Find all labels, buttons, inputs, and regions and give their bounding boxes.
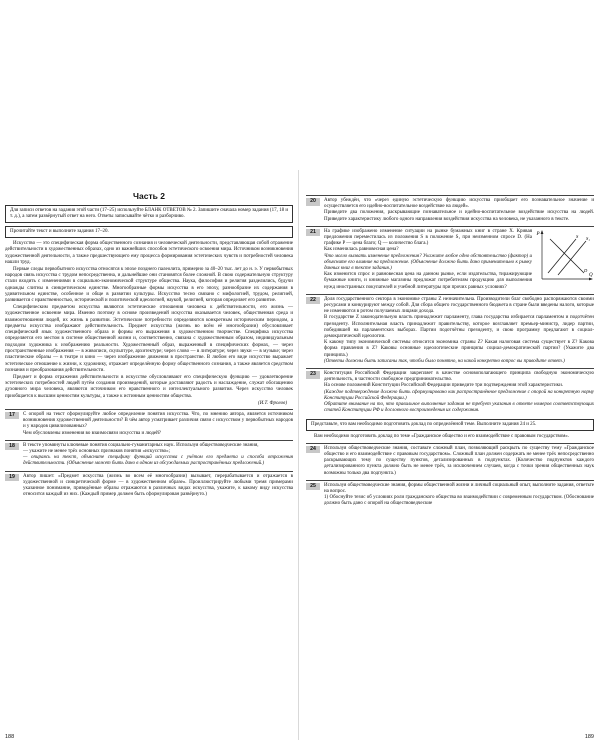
topic-question: Вам необходимо подготовить доклад по теме «Гражданское общество и его взаимодействие с правовым государством». — [314, 433, 570, 439]
instructions-box — [5, 205, 293, 223]
question-number: 24 — [306, 446, 320, 454]
supply-demand-graph — [536, 229, 594, 283]
question-21 — [306, 226, 594, 291]
question-text: Автор убеждён, что «через единую эстетическую функцию искусства приобщает его познавательное значение и осуществляется его идейно-воспитательное воздействие на людей». — [324, 198, 594, 210]
text-paragraph: Специфическим предметом искусства являются эстетические отношения человека к действительности, его жизнь — художественное освоение мира. Именно поэтому в основе произведений искусства оказывается человек, общественная среда и взаимоотношения людей, их жизнь в развитии. Эстетические потребности определяются конкретным историческим периодом, а предметы искусства изображают действительность. Предмет искусства (жизнь во всём её многообразии) обусловливает специфический язык художественного образа и формы его выражения в художественном творчестве. Специфика искусства определяется его местом в системе общественной жизни и, соответственно, связана с художественным образом, индивидуальным подходом художника к изображению реальности. Художественный образ, выраженный в специфических формах, — через пространственные изображения — в живописи, скульптуре, архитектуре; через слово — в литературе; через звуки — в музыке; через пластические образы — в театре и кино — через изображение движения в пространстве. В любом его виде искусство выражает эстетическое отношение к жизни, к художнику, отражает определённую форму общественного сознания, а также является средством познания и преобразования действительности. — [5, 304, 293, 373]
question-number: 25 — [306, 483, 320, 491]
question-number: 17 — [5, 412, 19, 420]
text-paragraph: Искусство — это специфическая форма общественного сознания и человеческой деятельности, представляющая собой отражение действительности в художественных образах, одно из важнейших способов эстетического освоения мира. Источником возникновения художественной деятельности, а также предшествующего ему процесса формирования эстетических чувств и потребностей человека нашли труд. — [5, 241, 293, 265]
supply-curve-shifted — [558, 241, 586, 275]
text-paragraph: Предмет и форма отражения действительности в искусстве обусловливают его специфическую функцию — удовлетворение эстетических потребностей людей путём создания произведений, которые доставляют радость и наслаждение, служат обогащению духовного мира человека, являются источником его нравственного и интеллектуального развития. Через искусство человек приобщается к высшим ценностям культуры, а также к истинным ценностям общества. — [5, 374, 293, 399]
topic-notice-box: Представьте, что вам необходимо подготовить доклад по определённой теме. Выполните задания 24 и 25. — [306, 419, 594, 431]
instructions-text: Для записи ответов на задания этой части (17–25) используйте БЛАНК ОТВЕТОВ № 2. Запишите сначала номер задания (17, 18 и т. д.), а затем развёрнутый ответ на него. Ответы записывайте чётко и разборчиво. — [10, 208, 289, 219]
axis-p-label: P — [536, 231, 540, 237]
question-text: На графике изображено изменение ситуации на рынке бумажных книг в стране Х. Кривая предложения переместилась из положения S в положение S₁ при неизменном спросе D. (На графике P — цена благо; Q — количество блага.) — [324, 228, 532, 247]
question-text: (Ответы должны быть записаны так, чтобы было понятно, на какой конкретно вопрос вы приводите ответ.) — [324, 358, 565, 364]
curve-d-label: D — [584, 267, 588, 273]
question-text: В государстве Z законодательную власть принадлежит парламенту, глава государства избирается парламентом и подотчётен президенту. Исполнительная власть принадлежит правительству, которое возглавляет премьер-министр, лидер партии, победившей на парламентских выборах. Партии подотчётны президенту, и свою программу предлагают в социал-демократической идеологии. — [324, 315, 594, 340]
question-number: 18 — [5, 443, 19, 451]
question-18 — [5, 440, 293, 468]
curve-s-label: S — [576, 233, 579, 239]
question-text: Что могло вызвать изменение предложения? Укажите любое одно обстоятельство (фактор) и объясните его влияние на предложение. (Объяснение должно быть дано применительно к рынку данных книг в тексте задания.) — [324, 253, 532, 272]
question-number: 21 — [306, 229, 320, 237]
left-page — [5, 170, 293, 740]
right-page — [306, 170, 594, 740]
question-number: 23 — [306, 371, 320, 379]
demand-curve — [550, 239, 584, 273]
supply-curve — [548, 239, 576, 273]
part-title: Часть 2 — [133, 191, 165, 201]
page-number: 189 — [584, 734, 594, 740]
question-22 — [306, 294, 594, 365]
question-23 — [306, 368, 594, 414]
question-number: 20 — [306, 198, 320, 206]
book-spine — [298, 170, 299, 740]
question-text: Как изменилась равновесная цена? — [324, 247, 399, 253]
question-17 — [5, 409, 293, 437]
text-author: (И.Т. Фролов) — [258, 400, 287, 406]
read-text-instruction: Прочитайте текст и выполните задания 17–20. — [10, 229, 109, 234]
question-text: Как изменится спрос и равновесная цена на данном рынке, если издательства, тиражирующие бумажные книги, и книжные магазины предложат потребителям продукцию для выполнения нужд иностранных покупателей и учебной литературы при прочих равных условиях? — [324, 272, 532, 290]
text-paragraph: Первые следы первобытного искусства относятся к эпохе позднего палеолита, примерно за 40–20 тыс. лет до н. э. У первобытных народов связь искусства с трудом непосредственна, и дальнейшие они становятся более сложной. В свою содержательную структуру стали входить с изменениями в социально-экономической структуре общества. Наука, философия и религия разделились, будучи однажды слитны в синкретическом единстве. Многообразные формы искусства в его эпоху, разнообразие их содержания в удивительном единстве, особенное и обще в развитии культуры. Искусство тесно связано с мифологией, трудом, религией, развивается с нравственностью, исторической и политической идеологией, наукой, религией, которая определяет его развитие. — [5, 266, 293, 304]
axis-q-label: Q — [589, 272, 593, 278]
question-20 — [306, 195, 594, 223]
question-text: (Каждое подтверждение должно быть сформулировано как распространённое предложение с опорой на конкретную норму Конституции Российской Федерации.) — [324, 389, 594, 401]
question-text: 1) Обоснуйте тезис об условиях роли гражданского общества во взаимодействии с современным государством. (Обоснование должно быть дано с опорой на обществоведческие — [324, 495, 594, 507]
question-text: В тексте упомянуты ключевые понятия социально-гуманитарных наук. Используя обществоведческие знания, — [23, 442, 259, 448]
page-number: 188 — [5, 734, 15, 740]
question-19 — [5, 471, 293, 499]
question-number: 22 — [306, 297, 320, 305]
question-text: Используя обществоведческие знания, формы общественной жизни и личный социальный опыт, выполните задания, ответьте на вопрос. — [324, 482, 594, 495]
question-text: На основе положений Конституции Российской Федерации приведите три подтверждения этой характеристики. — [324, 383, 564, 389]
question-text: Приведите два положения, раскрывающие познавательное и идейно-воспитательное воздействие искусства на людей. Приведите характеристику любого одного направления воздействия искусства на человека, не указанного в тексте. — [324, 210, 594, 222]
question-24 — [306, 443, 594, 477]
question-text: — укажите не менее трёх основных признаков понятия «искусство»; — [23, 448, 171, 454]
question-text: Автор пишет: «Предмет искусства (жизнь во всем её многообразии) вызывает, перерабатывается и отражается в художественной и синкретической форме — в художественном образе». Проиллюстрируйте любыми тремя примерами указанное понимание, приведённые образы отражаются в различных видах искусства, укажите, к какому виду искусства относится каждый из них. (Каждый пример должен быть сформулирован развёрнуто.) — [23, 473, 293, 498]
question-25 — [306, 480, 594, 508]
question-text: Чем обусловлены изменения во взаимосвязи искусства и людей? — [23, 430, 162, 436]
question-text: С опорой на текст сформулируйте любое определение понятия искусства. Что, по мнению автора, является источником возникновения художественной деятельности? В чём автор усматривает различия связи с искусством у первобытных народов и у народов цивилизованных? — [23, 411, 293, 430]
read-text-box — [5, 226, 293, 238]
curve-s1-label: S₁ — [586, 235, 590, 241]
question-text: Доля государственного сектора в экономике страны Z незначительна. Производители благ свободно распоряжаются своими ресурсами и конкурируют между собой. Для сбора общего государственного бюджета в стране были введены налоги, которые не изменяются в ротом получаемых лицами дохода. — [324, 296, 594, 315]
question-number: 19 — [5, 474, 19, 482]
question-text: — опираясь на текст, объясните специфику функций искусства с учётом его предмета и способа отражения действительности. (Объяснение может быть дано в одном из обсуждаемых распространённых предложений.) — [23, 455, 293, 467]
question-text: Обратите внимание на то, что правильное выполнение задания не требует указания в ответе номеров соответствующих статей Конституции РФ и дословного воспроизведения их содержания. — [324, 402, 594, 414]
question-text: Конституция Российской Федерации закрепляет в качестве основополагающего принципа свободную экономическую деятельность, в частности свободное предпринимательство. — [324, 371, 594, 383]
question-text: К какому типу экономической системы относится экономика страны Z? Какая налоговая система существует в Z? Какова форма правления в Z? Каковы основные идеологические принципы социал-демократической партии? (Укажите два принципа.) — [324, 340, 594, 358]
question-text: Используя обществоведческие знания, составьте сложный план, позволяющий раскрыть по существу тему «Гражданское общество и его взаимодействие с правовым государством». Сложный план должен содержать не менее трёх непосредственно раскрывающих тему по существу пунктов, детализированных в подпунктах. (Количество подпунктов каждого детализированного пункта должно быть не менее трёх, за исключением случаев, когда с точки зрения общественных наук возможны только два подпункта.) — [324, 445, 594, 476]
